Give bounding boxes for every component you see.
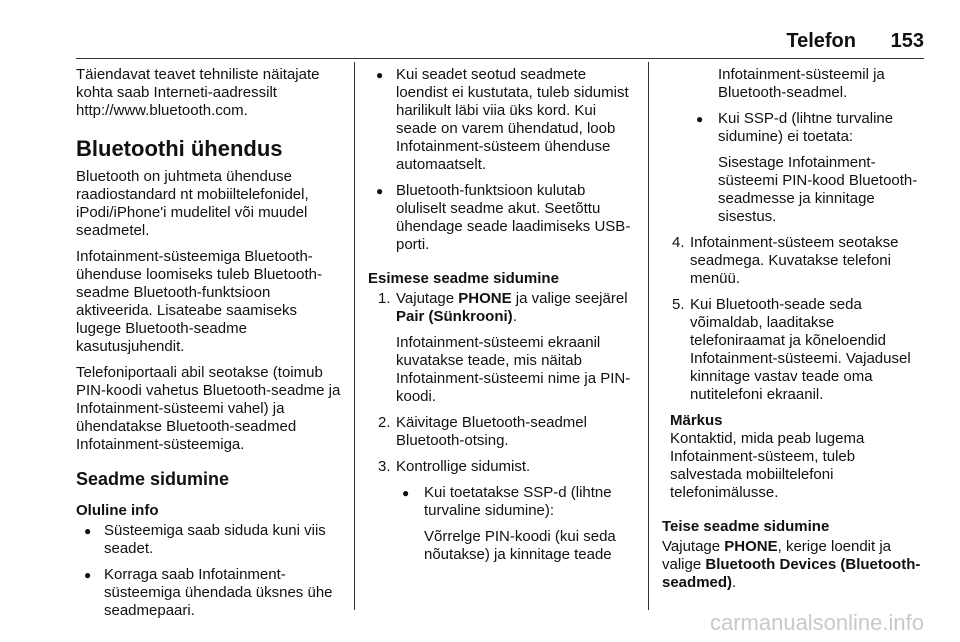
heading-device-pairing: Seadme sidumine (76, 469, 230, 489)
list-item: ● Süsteemiga saab siduda kuni viis seadet. (76, 522, 342, 558)
step-text: Vajutage (396, 290, 459, 307)
step-1-detail: Infotainment-süsteemi ekraanil kuvatakse teade, mis näitab Infotainment-süsteemi nime ja PIN-koodi. (396, 334, 631, 405)
header-rule (76, 58, 924, 59)
column-2 (368, 66, 634, 572)
step-number: 3. (378, 458, 391, 475)
heading-bluetooth-connection: Bluetoothi ühendus (76, 136, 283, 161)
paragraph-portal: Telefoniportaali abil seotakse (toimub PIN-koodi vahetus Bluetooth-seadme ja Infotainment-süsteemi vahel) ja ühendatakse Bluetooth-seadmed Infotainment-süsteemiga. (76, 364, 341, 453)
step-text: Kontrollige sidumist. (396, 458, 531, 475)
section-title: Telefon (786, 30, 856, 52)
step-3 (368, 458, 634, 476)
step-text: Käivitage Bluetooth-seadmel Bluetooth-otsing. (396, 414, 587, 449)
paragraph-second-device (662, 538, 928, 592)
page-header (0, 30, 960, 52)
text-run: , kerige loendit ja valige (662, 538, 892, 573)
column-divider-2 (648, 62, 649, 610)
step-number: 1. (378, 290, 391, 307)
pairing-steps (368, 290, 634, 326)
step-text: . (512, 308, 517, 325)
step-text: Infotainment-süsteem seotakse seadmega. Kuvatakse telefoni menüü. (690, 234, 899, 287)
heading-first-device-pairing: Esimese seadme sidumine (368, 270, 559, 287)
paragraph-bluetooth-standard: Bluetooth on juhtmeta ühenduse raadiostandard nt mobiiltelefonidel, iPodi/iPhone'i mudelitel või muudel seadmetel. (76, 168, 309, 239)
step-text: Kui Bluetooth-seade seda võimaldab, laaditakse telefoniraamat ja kõneloendid Infotainment-süsteemi. Vajadusel kinnitage vastav teade oma nutitelefoni ekraanil. (690, 296, 911, 403)
non-ssp-detail: Sisestage Infotainment-süsteemi PIN-kood Bluetooth-seadmesse ja kinnitage sisestus. (718, 154, 918, 225)
note-text: Kontaktid, mida peab lugema Infotainment-süsteem, tuleb salvestada mobiiltelefoni telefonimälusse. (670, 430, 865, 501)
step-number: 5. (672, 296, 685, 313)
ssp-detail: Võrrelge PIN-koodi (kui seda nõutakse) ja kinnitage teade (424, 528, 616, 563)
text-run: Vajutage (662, 538, 725, 555)
column-divider-1 (354, 62, 355, 610)
step-text: ja valige seejärel (511, 290, 628, 307)
step-1 (368, 290, 634, 326)
watermark: carmanualsonline.info (709, 610, 924, 635)
step-number: 4. (672, 234, 685, 251)
heading-second-device-pairing: Teise seadme sidumine (662, 518, 830, 535)
menu-item-bluetooth-devices: Bluetooth Devices (Bluetooth-seadmed) (662, 556, 921, 591)
non-ssp-list (662, 110, 928, 146)
column-3 (662, 66, 928, 600)
page-number: 153 (890, 30, 924, 52)
paragraph-activation: Infotainment-süsteemiga Bluetooth-ühenduse loomiseks tuleb Bluetooth-seadme Bluetooth-funktsioon aktiveerida. Lisateabe saamiseks lugege Bluetooth-seadme kasutusjuhendit. (76, 248, 322, 355)
list-item: ● Kui toetatakse SSP-d (lihtne turvaline sidumine): (368, 484, 634, 520)
step-5 (662, 296, 928, 404)
heading-important-info: Oluline info (76, 502, 159, 519)
ssp-list (368, 484, 634, 520)
pairing-steps-final (662, 234, 928, 404)
step-2 (368, 414, 634, 450)
intro-paragraph: Täiendavat teavet tehniliste näitajate kohta saab Interneti-aadressilt http://www.bluetooth.com. (76, 66, 320, 119)
step-number: 2. (378, 414, 391, 431)
text-run: . (732, 574, 737, 591)
list-item: ● Kui SSP-d (lihtne turvaline sidumine) ei toetata: (662, 110, 928, 146)
note-box (662, 412, 928, 502)
list-item: ● Korraga saab Infotainment-süsteemiga ühendada üksnes ühe seadmepaari. (76, 566, 342, 620)
info-list-continued (368, 66, 634, 254)
list-item: ● Bluetooth-funktsioon kulutab oluliselt seadme akut. Seetõttu ühendage seade laadimiseks USB-porti. (368, 182, 634, 254)
button-name-phone: PHONE (458, 290, 512, 307)
pairing-steps-cont (368, 414, 634, 476)
important-info-list (76, 522, 342, 620)
note-heading: Märkus (670, 412, 723, 429)
column-1 (76, 66, 342, 628)
menu-item-pair: Pair (Sünkrooni) (396, 308, 513, 325)
ssp-detail-continued: Infotainment-süsteemil ja Bluetooth-seadmel. (718, 66, 885, 101)
list-item: ● Kui seadet seotud seadmete loendist ei kustutata, tuleb sidumist harilikult läbi viia üks kord. Kui seade on varem ühendatud, loob Infotainment-süsteem ühenduse automaatselt. (368, 66, 634, 174)
step-4 (662, 234, 928, 288)
button-name-phone: PHONE (724, 538, 778, 555)
